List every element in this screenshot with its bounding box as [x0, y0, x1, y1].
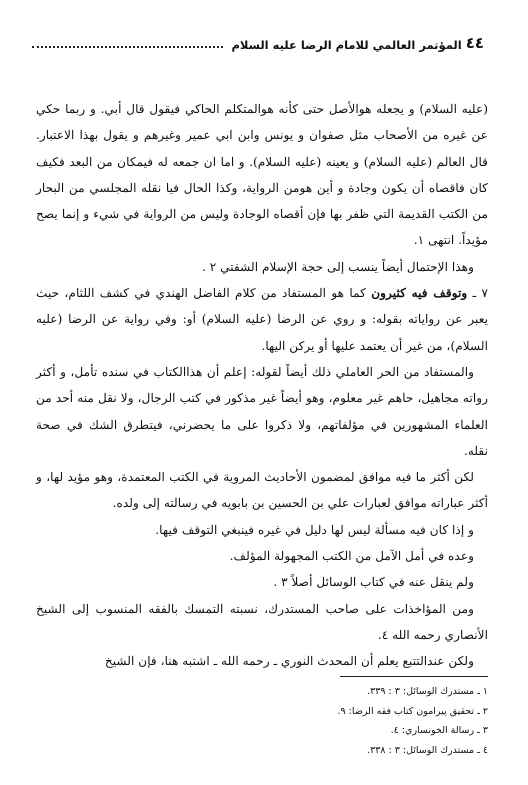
page-number: ٤٤	[465, 34, 484, 52]
paragraph: لكن أكثر ما فيه موافق لمضمون الأحاديث المروية في الكتب المعتمدة، وهو مؤيد لها، و أكثر عباراته موافق لعبارات علي بن الحسين بن بابويه في رسالته إلى ولده.	[36, 470, 488, 511]
paragraph: ولكن عندالتتبع يعلم أن المحدث النوري ـ رحمه الله ـ اشتبه هنا، فإن الشيخ	[104, 654, 474, 669]
footnote: ٤ ـ مستدرك الوسائل: ٣ : ٣٣٨.	[367, 744, 488, 756]
footnotes	[68, 682, 488, 760]
footnote: ٢ ـ تحقيق پيرامون كتاب فقه الرضا: ٩.	[337, 705, 488, 717]
item-lead-term: وتوقف فيه كثيرون	[371, 286, 468, 301]
paragraph: وهذا الإحتمال أيضاً ينسب إلى حجة الإسلام الشفتي ٢ .	[201, 259, 474, 274]
item-number: ٧ ـ	[472, 286, 489, 301]
paragraph-item-7	[36, 280, 488, 359]
item-text: كما هو المستفاد من كلام الفاضل الهندي في كشف اللثام، حيث يعبر عن رواياته بقوله: و روي عن الرضا (عليه السلام) أو: وفي رواية عن الرضا (عليه السلام)، من غير أن يعتمد عليها أو يركن اليها.	[36, 286, 488, 353]
paragraph: (عليه السلام) و يجعله هوالأصل حتى كأنه هوالمتكلم الحاكي فيقول قال أبي. و ربما حكي عن غيره من الأصحاب مثل صفوان و يونس وابن ابي عمير وغيرهم و يقول بهذا الاعتبار. قال العالم (عليه السلام) و يعينه (عليه السلام). و اما ان جمعه له فيمكان من البعد فكيف كان فاقصاه أن يكون وجادة و أين هومن الرواية، وكذا الحال فيا نقله المجلسي من البحار من الكتب القديمة التي ظفر بها فإن أقصاه الوجادة وليس من الرواية في شيء و إنما يصح مؤيداً. انتهى ١.	[36, 102, 488, 248]
header-dotted-leader	[32, 45, 223, 48]
paragraph: ومن المؤاخذات على صاحب المستدرك، نسبته التمسك بالفقه المنسوب إلى الشيخ الأنصاري رحمه الله ٤.	[36, 601, 488, 642]
paragraph: وعده في أمل الآمل من الكتب المجهولة المؤلف.	[229, 549, 474, 564]
running-title: المؤتمر العالمي للامام الرضا عليه السلام	[231, 38, 462, 52]
page-header	[32, 30, 484, 52]
footnote: ١ ـ مستدرك الوسائل: ٣ : ٣٣٩.	[367, 686, 488, 697]
paragraph: والمستفاد من الحر العاملي ذلك أيضاً لقوله: إعلم أن هذاالكتاب في سنده تأمل، و أكثر رواته مجاهيل، حاهم غير معلوم، وهو أيضاً غير مذكور في كتب الرجال، ولا نقل منه أحد من العلماء المشهورين في مؤلفاتهم، ولا ذكروا على ما يحضرني، فيتطرق الشك في صحة نقله.	[36, 364, 488, 458]
footnote: ٣ ـ رسالة الخونساري: ٤.	[390, 725, 488, 736]
paragraph: و إذا كان فيه مسألة ليس لها دليل في غيره فينبغي التوقف فيها.	[155, 522, 474, 537]
body-text	[36, 96, 488, 675]
footnote-separator	[340, 676, 488, 677]
paragraph: ولم ينقل عنه في كتاب الوسائل أصلاً ٣ .	[273, 575, 474, 590]
